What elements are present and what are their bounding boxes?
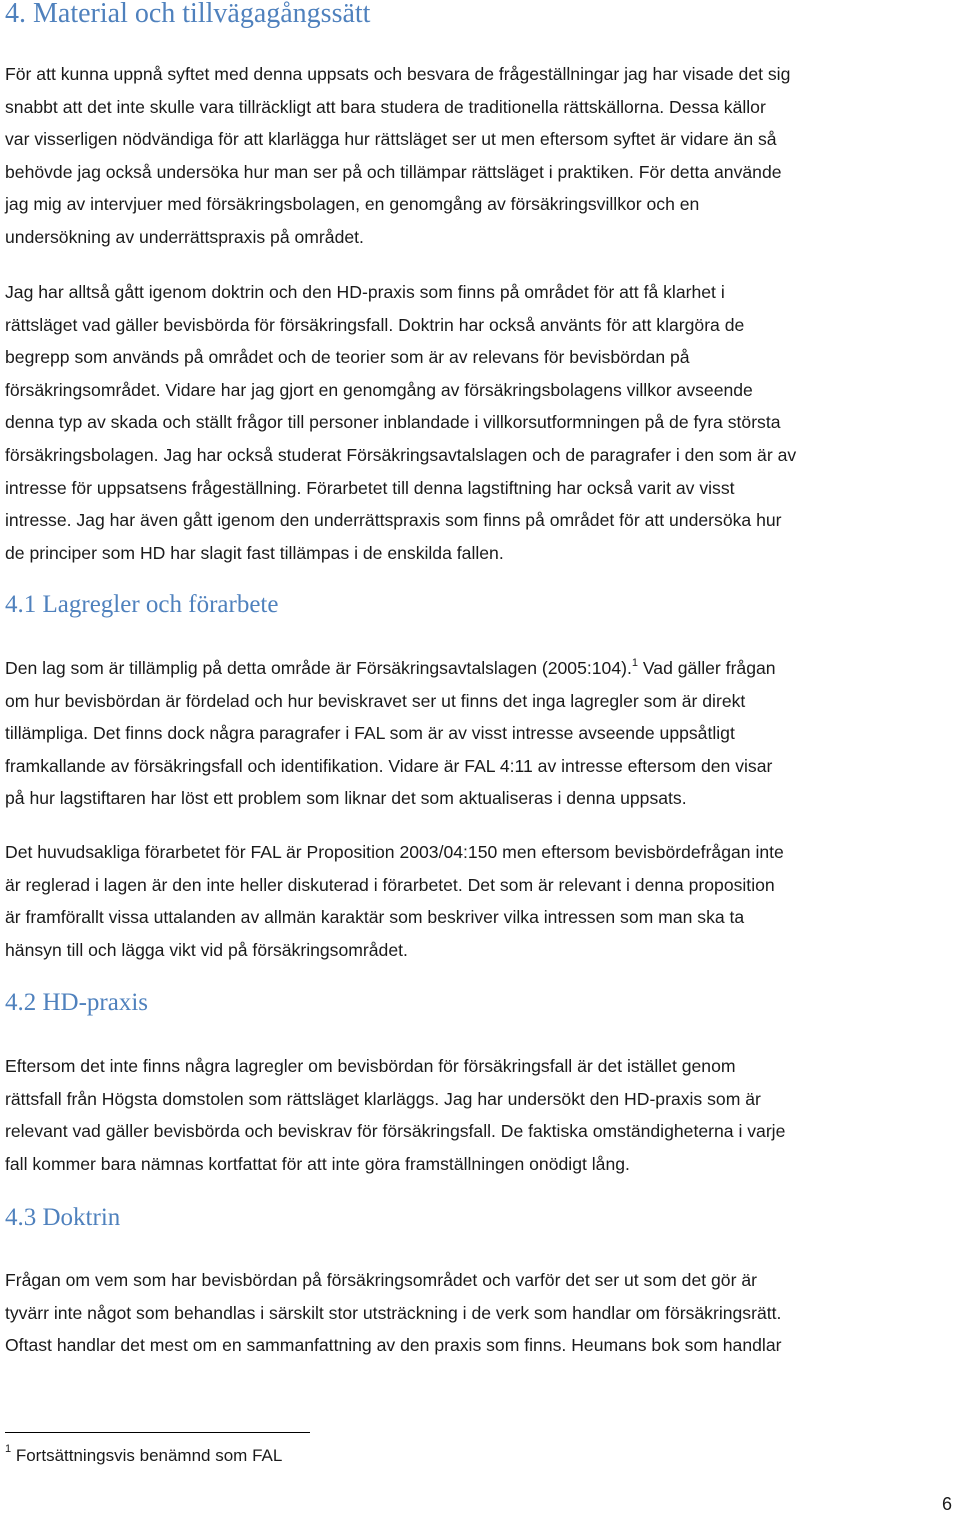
text-line: tyvärr inte något som behandlas i särskilt stor utsträckning i de verk som handlar om försäkringsrätt. [5, 1302, 782, 1323]
text-line: Oftast handlar det mest om en sammanfattning av den praxis som finns. Heumans bok som handlar [5, 1335, 782, 1356]
text-line: rättsfall från Högsta domstolen som rättsläget klarläggs. Jag har undersökt den HD-praxis som är [5, 1088, 761, 1109]
text-line: är reglerad i lagen är den inte heller diskuterad i förarbetet. Det som är relevant i denna proposition [5, 874, 775, 895]
text-line: För att kunna uppnå syftet med denna uppsats och besvara de frågeställningar jag har visade det sig [5, 64, 791, 84]
footnote-text: Fortsättningsvis benämnd som FAL [11, 1446, 283, 1465]
intro-paragraph-2 [5, 276, 955, 569]
text-line: behövde jag också undersöka hur man ser på och tillämpar rättsläget i praktiken. För detta använde [5, 161, 782, 182]
section-heading-4: 4. Material och tillvägagångssätt [5, 0, 371, 29]
footnote-number: 1 [5, 1443, 12, 1455]
text-line: tillämpliga. Det finns dock några paragrafer i FAL som är av visst intresse avseende uppsåtligt [5, 723, 735, 744]
section-4-1-paragraph-1 [5, 652, 955, 815]
text-line: intresse. Jag har även gått igenom den underrättspraxis som finns på området för att undersöka hur [5, 510, 782, 531]
text-line: var visserligen nödvändiga för att klarlägga hur rättsläget ser ut men eftersom syftet är vidare än så [5, 129, 777, 150]
text-line: fall kommer bara nämnas kortfattat för att inte göra framställningen onödigt lång. [5, 1153, 630, 1174]
text-line: försäkringsområdet. Vidare har jag gjort en genomgång av försäkringsbolagens villkor avseende [5, 379, 753, 400]
text-line: Det huvudsakliga förarbetet för FAL är Proposition 2003/04:150 men eftersom bevisbördefrågan inte [5, 842, 784, 862]
section-heading-4-3: 4.3 Doktrin [5, 1204, 121, 1231]
footnote [5, 1443, 283, 1466]
text-line: Frågan om vem som har bevisbördan på försäkringsområdet och varför det ser ut som det gör är [5, 1270, 757, 1290]
text-line: snabbt att det inte skulle vara tillräckligt att bara studera de traditionella rättskällorna. Dessa källor [5, 96, 766, 117]
footnote-reference: 1 [631, 657, 638, 669]
text-line: intresse för uppsatsens frågeställning. Förarbetet till denna lagstiftning har också varit av visst [5, 477, 735, 498]
section-4-1-paragraph-2 [5, 836, 955, 966]
text-line: försäkringsbolagen. Jag har också studerat Försäkringsavtalslagen och de paragrafer i den som är av [5, 444, 797, 465]
text-line: begrepp som används på området och de teorier som är av relevans för bevisbördan på [5, 347, 690, 368]
page-number: 6 [941, 1494, 952, 1514]
text-line: på hur lagstiftaren har löst ett problem som liknar det som aktualiseras i denna uppsats. [5, 788, 687, 809]
intro-paragraph-1 [5, 58, 955, 254]
footnote-separator [5, 1432, 310, 1433]
text-line: de principer som HD har slagit fast tillämpas i de enskilda fallen. [5, 542, 504, 563]
section-heading-4-1: 4.1 Lagregler och förarbete [5, 591, 279, 618]
text-line: denna typ av skada och ställt frågor till personer inblandade i villkorsutformningen på de fyra största [5, 412, 781, 433]
text-span: Vad gäller frågan [637, 658, 776, 678]
text-line: jag mig av intervjuer med försäkringsbolagen, en genomgång av försäkringsvillkor och en [5, 194, 700, 215]
text-line: relevant vad gäller bevisbörda och beviskrav för försäkringsfall. De faktiska omständigheterna i varje [5, 1121, 786, 1142]
text-line: framkallande av försäkringsfall och identifikation. Vidare är FAL 4:11 av intresse eftersom den visar [5, 755, 773, 776]
text-line: Eftersom det inte finns några lagregler om bevisbördan för försäkringsfall är det istället genom [5, 1056, 736, 1076]
section-4-2-paragraph [5, 1050, 955, 1180]
text-line [5, 652, 955, 685]
text-line: om hur bevisbördan är fördelad och hur beviskravet ser ut finns det inga lagregler som är direkt [5, 690, 746, 711]
text-line: rättsläget vad gäller bevisbörda för försäkringsfall. Doktrin har också använts för att klargöra de [5, 314, 745, 335]
section-heading-4-2: 4.2 HD-praxis [5, 989, 149, 1016]
section-4-3-paragraph [5, 1264, 955, 1362]
text-line: undersökning av underrättspraxis på området. [5, 226, 364, 247]
text-line: hänsyn till och lägga vikt vid på försäkringsområdet. [5, 939, 408, 960]
text-line: är framförallt vissa uttalanden av allmän karaktär som beskriver vilka intressen som man ska ta [5, 907, 745, 928]
text-span: Den lag som är tillämplig på detta område är Försäkringsavtalslagen (2005:104). [5, 658, 632, 678]
text-line: Jag har alltså gått igenom doktrin och den HD-praxis som finns på området för att få klarhet i [5, 282, 725, 302]
